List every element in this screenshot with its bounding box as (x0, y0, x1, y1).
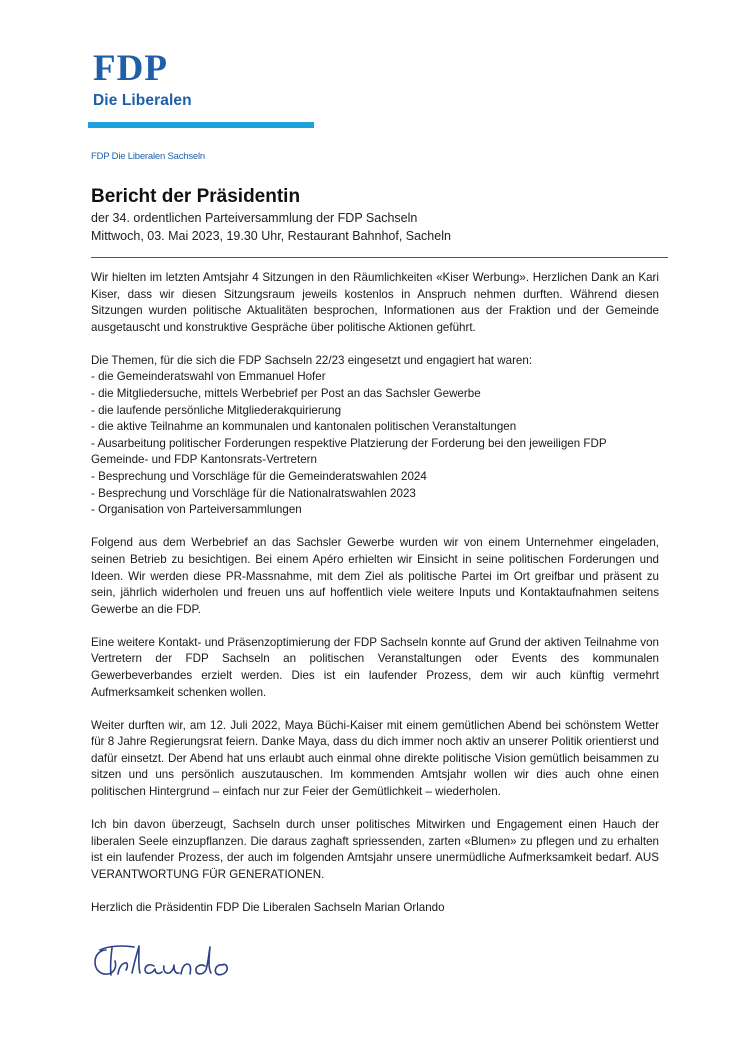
header-divider (91, 257, 668, 258)
topics-intro: Die Themen, für die sich die FDP Sachseln 22/23 eingesetzt und engagiert hat waren: (91, 353, 533, 367)
list-item: - Ausarbeitung politischer Forderungen respektive Platzierung der Forderung bei den jeweiligen FDP Gemeinde- und FDP Kantonsrats-Vertretern (91, 436, 607, 467)
logo-accent-bar (88, 122, 314, 128)
event-date-line: Mittwoch, 03. Mai 2023, 19.30 Uhr, Restaurant Bahnhof, Sacheln (91, 229, 451, 243)
list-item: - die aktive Teilnahme an kommunalen und kantonalen politischen Veranstaltungen (91, 420, 517, 434)
logo-tagline: Die Liberalen (93, 92, 192, 109)
list-item: - die Gemeinderatswahl von Emmanuel Hofer (91, 370, 326, 384)
paragraph-meetings: Wir hielten im letzten Amtsjahr 4 Sitzungen in den Räumlichkeiten «Kiser Werbung». Herzlichen Dank an Kari Kiser, dass wir diesen Sitzungsraum jeweils kostenlos in Anspruch nehmen durften. Während diesen Sitzungen wurden politische Aktualitäten besprochen, Informationen aus der Fraktion und der Gemeinde ausgetauscht und konstruktive Gespräche über politische Aktionen geführt. (91, 271, 659, 334)
list-item: - Besprechung und Vorschläge für die Nationalratswahlen 2023 (91, 486, 416, 500)
paragraph-conviction: Ich bin davon überzeugt, Sachseln durch unser politisches Mitwirken und Engagement einen Hauch der liberalen Seele einzupflanzen. Die daraus zaghaft spriessenden, zarten «Blumen» zu pflegen und zu erhalten ist ein laufender Prozess, der auch im folgenden Amtsjahr unsere unermüdliche Aufmerksamkeit bedarf. AUS VERANTWORTUNG FÜR GENERATIONEN. (91, 818, 659, 881)
document-subtitle: der 34. ordentlichen Parteiversammlung der FDP Sachseln (91, 211, 418, 225)
list-item: - die Mitgliedersuche, mittels Werbebrief per Post an das Sachsler Gewerbe (91, 387, 481, 401)
closing-line: Herzlich die Präsidentin FDP Die Liberalen Sachseln Marian Orlando (91, 901, 445, 914)
list-item: - die laufende persönliche Mitgliederakquirierung (91, 403, 342, 417)
paragraph-business-letter: Folgend aus dem Werbebrief an das Sachsler Gewerbe wurden wir von einem Unternehmer eingeladen, seinen Betrieb zu besichtigen. Bei einem Apéro erhielten wir Einsicht in seine politischen Forderungen und Ideen. Wir werden diese PR-Massnahme, mit dem Ziel als politische Partei im Ort greifbar und präsent zu sein, jährlich widerholen und freuen uns auf hoffentlich viele weitere Inputs und Kontaktaufnahmen seitens Gewerbe an die FDP. (91, 536, 659, 616)
report-body (91, 270, 659, 933)
topics-list (91, 353, 659, 519)
list-item: - Organisation von Parteiversammlungen (91, 503, 302, 517)
section-label: FDP Die Liberalen Sachseln (91, 151, 205, 162)
paragraph-presence: Eine weitere Kontakt- und Präsenzoptimierung der FDP Sachseln konnte auf Grund der aktiven Teilnahme von Vertretern der FDP Sachseln an politischen Veranstaltungen oder Events des kommunalen Gewerbeverbandes erzielt werden. Dies ist ein laufender Prozess, dem wir auch künftig vermehrt Aufmerksamkeit schenken wollen. (91, 635, 659, 699)
fdp-logo (93, 50, 192, 110)
logo-wordmark: FDP (93, 48, 168, 89)
paragraph-celebration: Weiter durften wir, am 12. Juli 2022, Maya Büchi-Kaiser mit einem gemütlichen Abend bei schönstem Wetter für 8 Jahre Regierungsrat feiern. Danke Maya, dass du dich immer noch aktiv an unserer Politik orientierst und dafür einsetzt. Der Abend hat uns erlaubt auch einmal ohne direkte politische Vision gemütlich beisammen zu sitzen und uns persönlich auszutauschen. Im kommenden Amtsjahr wollen wir dies auch ohne einen politischen Hintergrund – einfach nur zur Feier der Gemütlichkeit – wiederholen. (91, 718, 659, 799)
handwritten-signature (92, 938, 242, 989)
list-item: - Besprechung und Vorschläge für die Gemeinderatswahlen 2024 (91, 470, 427, 484)
document-title: Bericht der Präsidentin (91, 186, 301, 207)
